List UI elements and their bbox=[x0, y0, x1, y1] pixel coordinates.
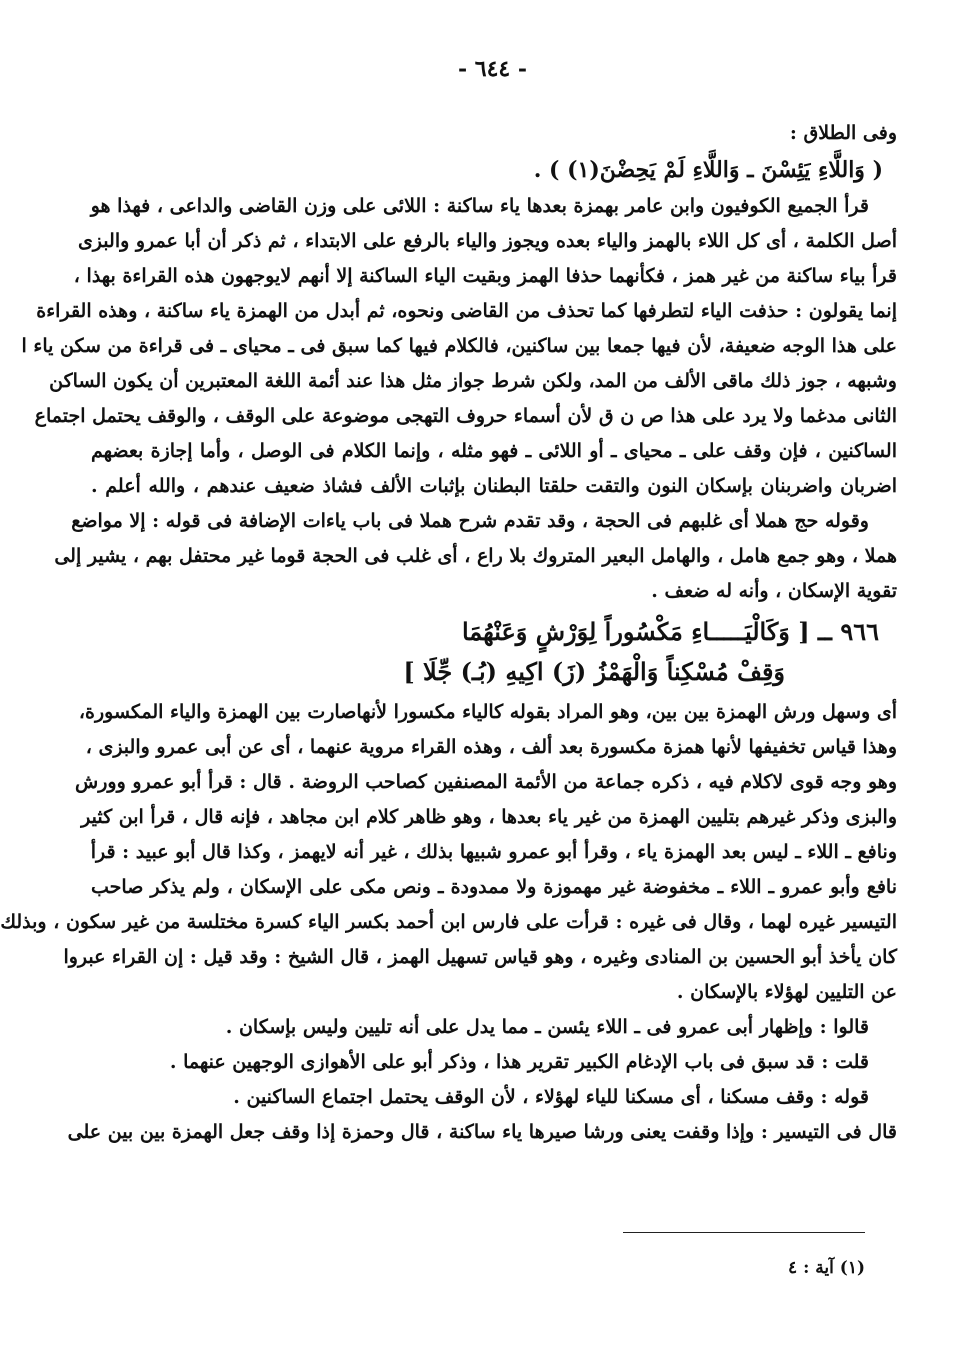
text-line: إنما يقولون : حذفت الياء لتطرفها كما تحذف من القاضى ونحوه، ثم أبدل من الهمزة ياء ساكنة ، وهذه القراءة bbox=[36, 300, 897, 322]
text-line: تقوية الإسكان ، وأنه له ضعف . bbox=[651, 580, 897, 602]
text-line: على هذا الوجه ضعيفة، لأن فيها جمعا بين ساكنين، فالكلام فيها كما سبق فى ـ محياى ـ فى قراءة من سكن ياء ا bbox=[21, 335, 897, 357]
text-line: وهذا قياس تخفيفها لأنها همزة مكسورة بعد ألف ، وهذه القراء مروية عنهما ، أى عن أبى عمرو والبزى ، bbox=[85, 736, 897, 758]
text-line: وشبهه ، جوز ذلك ماقى الألف من المد، ولكن شرط جواز مثل هذا عند أئمة اللغة المعتبرين أن يكون الساكن bbox=[49, 370, 897, 392]
text-line: وفى الطلاق : bbox=[789, 122, 897, 144]
text-line: والبزى وذكر غيرهم بتليين الهمزة من غير ياء بعدها ، وهو ظاهر كلام ابن مجاهد ، فإنه قال ، قرأ ابن كثير bbox=[81, 806, 897, 828]
text-line: وقوله حج هملا أى غلبهم فى الحجة ، وقد تقدم شرح هملا فى باب ياءات الإضافة فى قوله : إلا مواضع bbox=[71, 510, 869, 532]
verse-first-hemistich: ٩٦٦ ــ [ وَكَالْيَـــــاءِ مَكْسُوراً لِوَرْشٍ وَعَنْهُمَا bbox=[461, 617, 879, 646]
footnote-divider bbox=[623, 1232, 865, 1233]
text-line: قرأ بياء ساكنة من غير همز ، فكأنهما حذفا الهمز وبقيت الياء الساكنة إلا أنهم لايوجهون هذه القراءة بهذا ، bbox=[73, 265, 897, 287]
text-line: وهو وجه قوى لاكلام فيه ، ذكره جماعة من الأئمة المصنفين كصاحب الروضة . قال : قرأ أبو عمرو وورش bbox=[75, 771, 897, 793]
text-line: كان يأخذ أبو الحسين بن المنادى وغيره ، وهو قياس تسهيل الهمز ، قال الشيخ : وقد قيل : إن القراء عبروا bbox=[63, 946, 897, 968]
text-line: قلت : قد سبق فى باب الإدغام الكبير تقرير هذا ، وذكر أبو على الأهوازى الوجهين عنهما . bbox=[169, 1051, 869, 1073]
text-line: الثانى مدغما ولا يرد على هذا ص ن ق لأن أسماء حروف التهجى موضوعة على الوقف ، والوقف يحتمل اجتماع bbox=[34, 405, 897, 427]
quran-citation: ( وَاللَّاءِ يَئِسْنَ ـ وَاللَّاءِ لَمْ يَحِضْنَ(١) ) . bbox=[533, 157, 883, 183]
text-line: قرأ الجميع الكوفيون وابن عامر بهمزة بعدها ياء ساكنة : اللائى على وزن القاضى والداعى ، فهذا هو bbox=[90, 195, 869, 217]
text-line: أصل الكلمة ، أى كل اللاء بالهمز والياء بعده ويجوز والياء بالرفع على الابتداء ، ثم ذكر أن أبا عمرو والبزى bbox=[77, 230, 897, 252]
verse-second-hemistich: وَقِفْ مُسْكِناً وَالْهَمْزُ (زَ) اكِيهِ (بُـ) جِّلَا ] bbox=[403, 657, 785, 686]
text-line: اضربان واضربنان بإسكان النون والتقت حلقتا البطنان بإثبات الألف فشاذ ضعيف عندهم ، والله أعلم . bbox=[91, 475, 897, 497]
text-line: هملا ، وهو جمع هامل ، والهامل البعير المتروك بلا راع ، أى غلب فى الحجة قوما غير محتفل بهم ، يشير إلى bbox=[54, 545, 897, 567]
text-line: نافع وأبو عمرو ـ اللاء ـ مخفوضة غير مهموزة ولا ممدودة ـ ونص مكى على الإسكان ، ولم يذكر صاحب bbox=[91, 876, 897, 898]
text-line: الساكنين ، فإن وقف على ـ محياى ـ أو اللائى ـ فهو مثله ، وإنما الكلام فى الوصل ، وأما إجازة بعضهم bbox=[91, 440, 898, 462]
text-line: ونافع ـ اللاء ـ ليس بعد الهمزة ياء ، وقرأ أبو عمرو شبيها بذلك ، غير أنه لايهمز ، وكذا قال أبو عبيد : قرأ bbox=[90, 841, 897, 863]
text-line: أى وسهل ورش الهمزة بين بين، وهو المراد بقوله كالياء مكسورا لأنهاصارت بين الهمزة والياء المكسورة، bbox=[78, 701, 897, 723]
text-line: قالوا : وإظهار أبى عمرو فى ـ اللاء يئسن ـ مما يدل على أنه تليين وليس بإسكان . bbox=[225, 1016, 869, 1038]
text-line: قال فى التيسير : وإذا وقفت يعنى ورشا صيرها ياء ساكنة ، قال وحمزة إذا وقف جعل الهمزة بين بين على bbox=[67, 1121, 897, 1143]
text-line: التيسير غيره لهما ، وقال فى غيره : قرأت على فارس ابن أحمد بكسر الياء كسرة مختلسة من غير سكون ، وبذلك bbox=[0, 911, 897, 933]
footnote: (١) آية : ٤ bbox=[788, 1258, 865, 1278]
text-line: عن التليين لهؤلاء بالإسكان . bbox=[676, 981, 897, 1003]
page-number: - ٦٤٤ - bbox=[457, 56, 528, 82]
text-line: قوله : وقف مسكنا ، أى مسكنا للياء لهؤلاء ، لأن الوقف يحتمل اجتماع الساكنين . bbox=[233, 1086, 869, 1108]
poem-verse bbox=[91, 609, 897, 695]
main-text bbox=[0, 116, 898, 1150]
